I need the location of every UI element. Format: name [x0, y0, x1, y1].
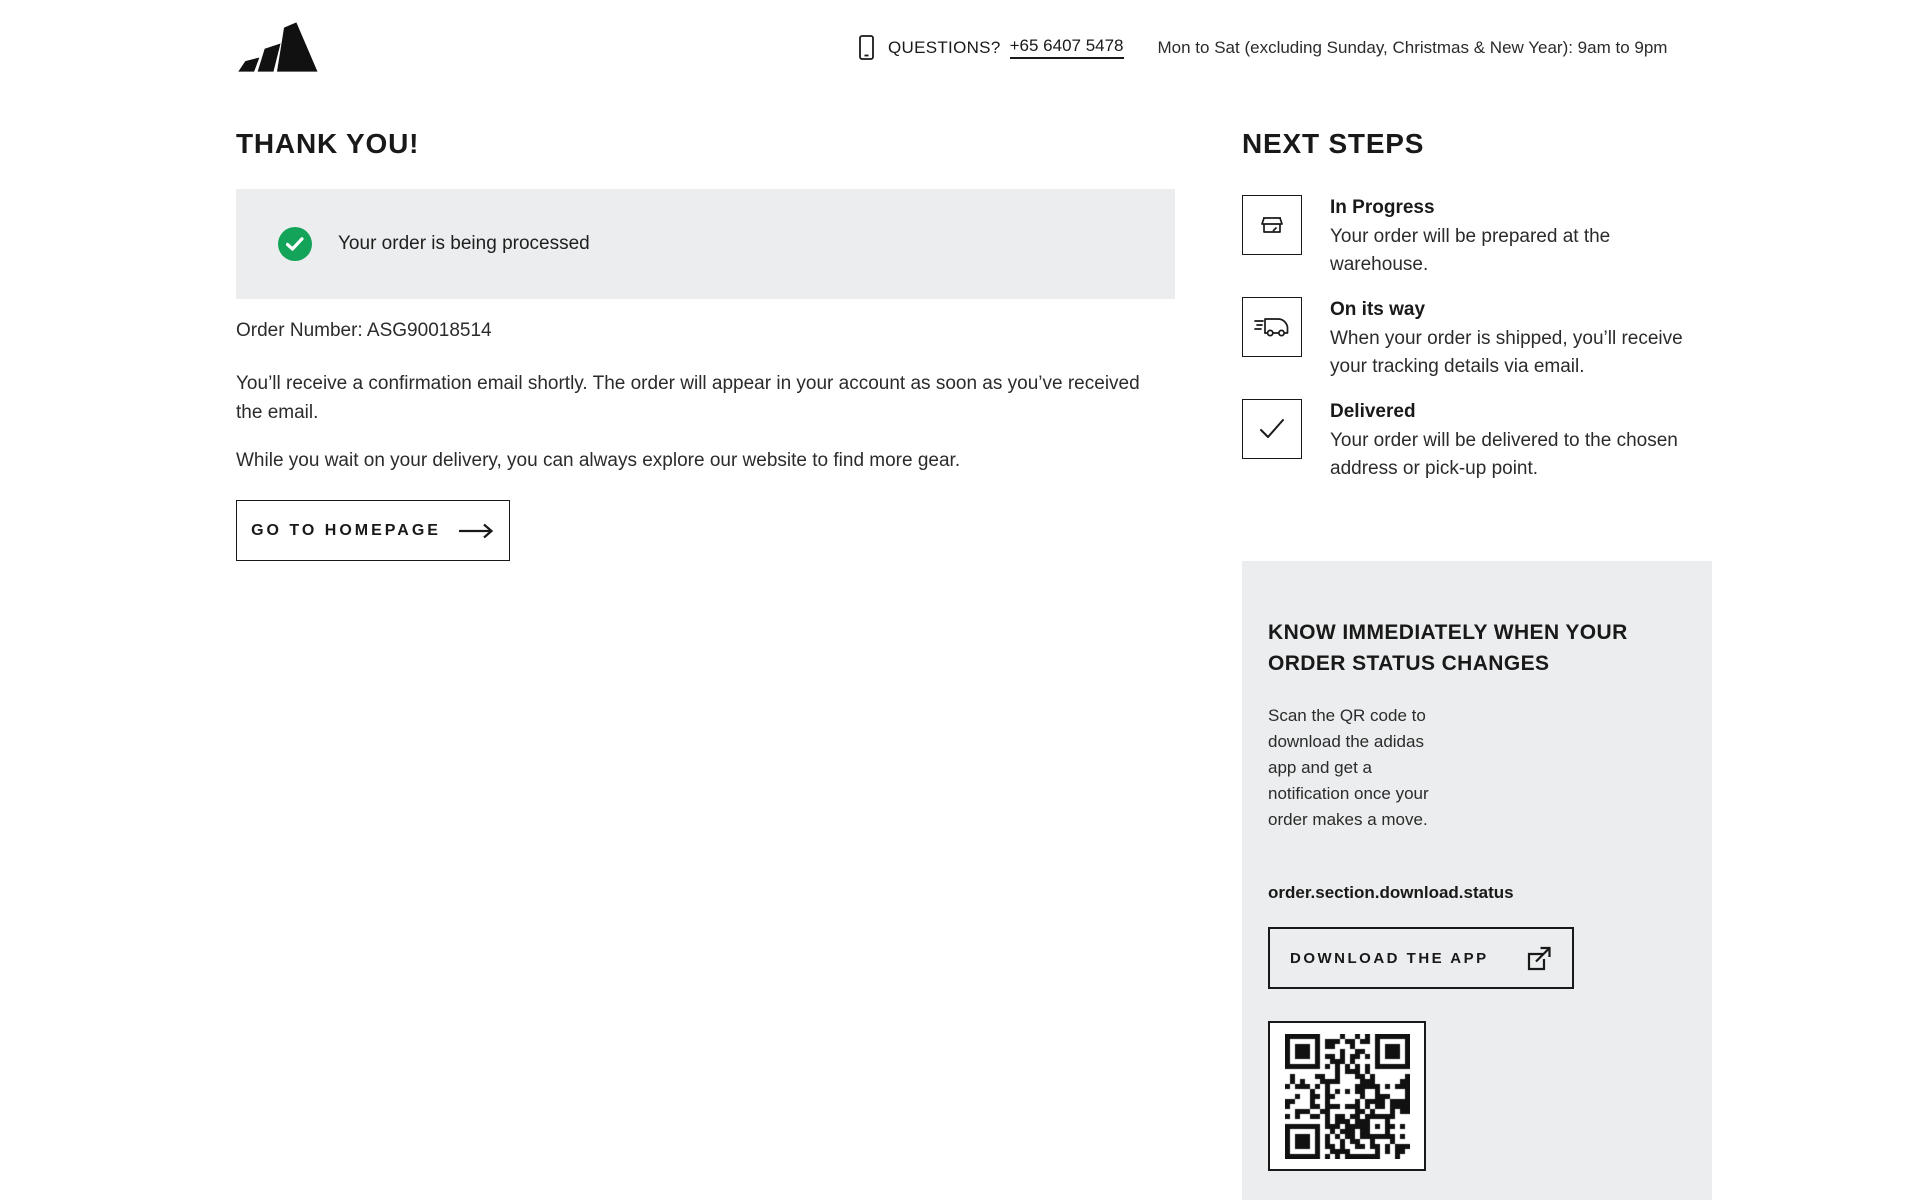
qr-code [1268, 1021, 1426, 1171]
next-steps-title: NEXT STEPS [1242, 128, 1425, 159]
store-icon [1242, 195, 1302, 255]
check-circle-icon [278, 227, 312, 261]
header-contact-bar [858, 0, 1667, 95]
external-link-icon [1525, 945, 1552, 972]
app-panel-title: KNOW IMMEDIATELY WHEN YOUR ORDER STATUS CHANGES [1268, 621, 1628, 675]
questions-label: QUESTIONS? [888, 37, 1001, 57]
order-number: Order Number: ASG90018514 [236, 320, 492, 341]
step-description: When your order is shipped, you’ll receive your tracking details via email. [1330, 328, 1683, 377]
download-status-key: order.section.download.status [1268, 883, 1514, 902]
opening-hours: Mon to Sat (excluding Sunday, Christmas & New Year): 9am to 9pm [1157, 37, 1668, 57]
step-title: Delivered [1330, 401, 1416, 422]
go-to-homepage-button[interactable] [236, 500, 510, 561]
truck-icon [1242, 297, 1302, 357]
phone-number-link[interactable]: +65 6407 5478 [1010, 36, 1124, 59]
download-app-button[interactable] [1268, 927, 1574, 989]
go-to-homepage-label: GO TO HOMEPAGE [251, 521, 441, 539]
status-message: Your order is being processed [338, 233, 590, 254]
app-panel-description: Scan the QR code to download the adidas app and get a notification once your order makes a move. [1268, 706, 1429, 829]
arrow-right-icon [459, 523, 495, 539]
step-in-progress [1242, 195, 1712, 279]
check-icon [1242, 399, 1302, 459]
step-delivered [1242, 399, 1712, 483]
next-steps-list [1242, 195, 1712, 501]
adidas-logo-icon[interactable] [233, 18, 321, 76]
step-title: In Progress [1330, 197, 1435, 218]
step-description: Your order will be delivered to the chosen address or pick-up point. [1330, 430, 1678, 479]
step-title: On its way [1330, 299, 1426, 320]
app-download-panel [1242, 561, 1712, 1200]
confirmation-paragraph: You’ll receive a confirmation email shortly. The order will appear in your account as soon as you’ve received the email. [236, 373, 1140, 423]
step-on-its-way [1242, 297, 1712, 381]
explore-paragraph: While you wait on your delivery, you can always explore our website to find more gear. [236, 450, 961, 471]
step-description: Your order will be prepared at the warehouse. [1330, 226, 1611, 275]
mobile-phone-icon [858, 34, 875, 61]
download-app-label: DOWNLOAD THE APP [1290, 949, 1489, 967]
page-title: THANK YOU! [236, 128, 420, 159]
order-status-banner [236, 189, 1175, 299]
